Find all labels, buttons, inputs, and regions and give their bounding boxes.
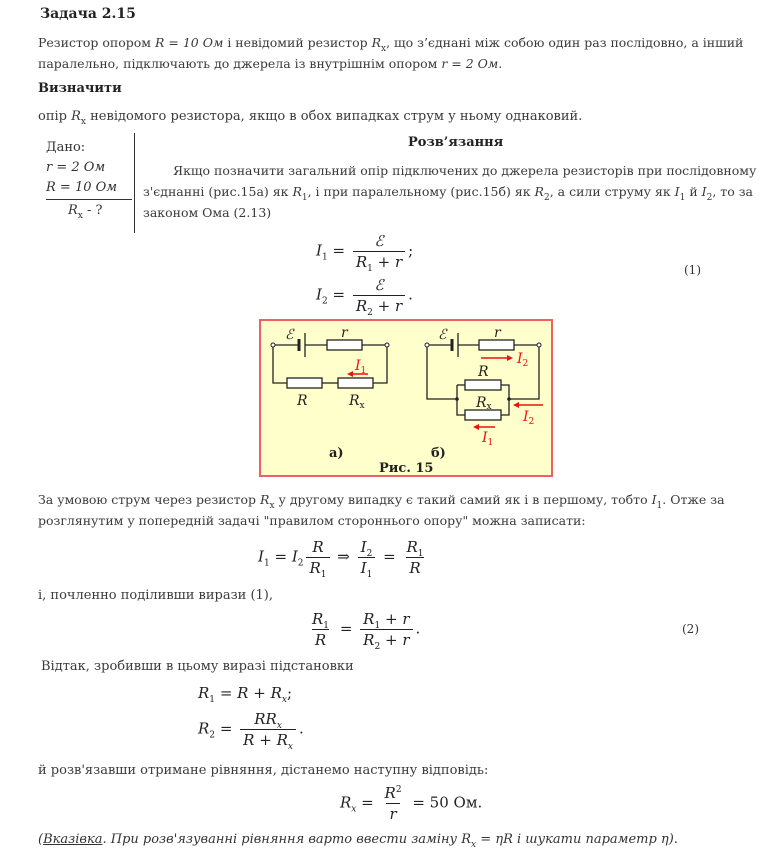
- emf-symbol: ℰ: [374, 276, 384, 294]
- determine-heading: Визначити: [38, 81, 122, 96]
- R-symbol: R: [312, 538, 324, 556]
- period: .: [408, 285, 413, 304]
- junction: [507, 397, 511, 401]
- R-symbol: R: [363, 631, 375, 649]
- R-symbol: R: [312, 610, 324, 628]
- Rx-label-a: [348, 393, 365, 411]
- wire: [509, 345, 539, 399]
- subscript: x: [287, 742, 293, 752]
- fraction: [360, 610, 412, 652]
- subscript: x: [381, 44, 387, 54]
- arrowhead: [507, 355, 513, 361]
- equals: =: [332, 285, 346, 304]
- r-label-b: r: [494, 325, 501, 341]
- Rx-letter: R: [349, 393, 360, 409]
- subscript: 1: [263, 558, 270, 569]
- terminal: [425, 343, 429, 347]
- period: .: [415, 619, 421, 638]
- fraction: [358, 538, 376, 580]
- solution-paragraph-3: і, почленно поділивши вирази (1),: [38, 588, 274, 603]
- equals: =: [383, 547, 396, 566]
- subscript: x: [77, 211, 83, 221]
- resistor-R-a: [287, 378, 322, 388]
- R-symbol: R: [312, 629, 329, 649]
- label-b: б): [431, 446, 446, 461]
- fraction: [306, 538, 329, 580]
- text: у другому випадку є такий самий як і в першому, тобто: [278, 492, 648, 507]
- condition-text: Резистор опором: [38, 35, 152, 50]
- text: й: [689, 184, 698, 199]
- equation-number-1: (1): [684, 263, 701, 277]
- text: , то за: [712, 184, 753, 199]
- R-symbol: R: [363, 610, 375, 628]
- equation-I2: [316, 276, 413, 318]
- resistor-Rx-a: [338, 378, 373, 388]
- r-symbol: r: [394, 297, 403, 315]
- subscript: 2: [374, 642, 381, 652]
- subscript: 1: [656, 501, 663, 511]
- condition-Rx: R: [371, 35, 382, 50]
- period: .: [498, 56, 503, 71]
- subscript: 1: [374, 621, 381, 631]
- plus: +: [384, 631, 398, 649]
- R-symbol: R: [254, 710, 266, 728]
- answer-value: = 50 Ом.: [412, 793, 483, 812]
- text: . Отже за: [662, 492, 725, 507]
- hint-text: . При розв'язуванні рівняння варто ввести заміну: [102, 832, 458, 847]
- given-label: Дано:: [46, 140, 86, 155]
- condition-text: і невідомий резистор: [227, 35, 368, 50]
- I-symbol: I: [291, 547, 298, 566]
- resistor-r-a: [327, 340, 362, 350]
- text: розглянутим у попередній задачі "правилом стороннього опору" можна записати:: [38, 513, 586, 528]
- figure-caption: Рис. 15: [379, 461, 434, 475]
- numerator: [251, 710, 285, 729]
- solution-paragraph-5: й розв'язавши отримане рівняння, дістанемо наступну відповідь:: [38, 763, 489, 778]
- R-symbol: R: [384, 784, 396, 802]
- subscript: 1: [366, 570, 373, 580]
- terminal: [271, 343, 275, 347]
- I1-label-a: [354, 358, 366, 376]
- R-symbol: R: [237, 684, 249, 702]
- subscript: 1: [209, 695, 216, 705]
- plus: +: [377, 253, 391, 271]
- R-symbol: R: [355, 253, 368, 271]
- Rx-symbol: R: [71, 109, 81, 124]
- determine-text-b: невідомого резистора, якщо в обох випадках струм у ньому однаковий.: [90, 109, 583, 124]
- junction: [455, 397, 459, 401]
- r-symbol: r: [394, 253, 403, 271]
- r-label-a: r: [341, 325, 348, 341]
- resistor-Rx-b: [465, 410, 501, 420]
- R-symbol: R: [406, 538, 418, 556]
- R-symbol: R: [406, 557, 423, 577]
- answer-equation: [340, 784, 482, 823]
- label-a: а): [329, 446, 344, 461]
- fraction: [382, 784, 405, 823]
- subscript: x: [269, 501, 275, 511]
- numerator: [403, 538, 426, 557]
- equation-number-2: (2): [682, 622, 699, 636]
- equation-R1: [198, 684, 293, 705]
- equation-I1: [316, 232, 414, 274]
- text: Якщо позначити загальний опір підключених до джерела резисторів при послідовному: [173, 163, 757, 178]
- given-vertical-divider: [134, 133, 135, 233]
- denominator: [358, 557, 376, 580]
- arrowhead: [473, 424, 479, 430]
- subscript: 2: [706, 193, 713, 203]
- subscript: 1: [323, 621, 330, 631]
- I-symbol: I: [258, 547, 264, 566]
- R-symbol: R: [198, 684, 210, 702]
- R-symbol: R: [276, 731, 288, 749]
- emf-label-a: ℰ: [285, 327, 294, 343]
- plus: +: [259, 731, 272, 749]
- I-letter: I: [523, 409, 529, 425]
- condition-text: паралельно, підключають до джерела із внутрішнім опором: [38, 56, 438, 71]
- emf-symbol: ℰ: [374, 232, 384, 250]
- terminal: [385, 343, 389, 347]
- subscript-x: x: [486, 402, 492, 412]
- equation-2: [306, 610, 421, 652]
- subscript: 1: [301, 193, 308, 203]
- subscript: 1: [679, 193, 686, 203]
- wire: [373, 345, 387, 383]
- I2-symbol: I: [701, 184, 707, 199]
- solution-heading: Розв’язання: [408, 135, 504, 150]
- Rx-symbol: R: [260, 492, 270, 507]
- resistor-r-b: [479, 340, 514, 350]
- I1-symbol: I: [651, 492, 657, 507]
- equals: =: [219, 684, 233, 702]
- fraction: [309, 610, 332, 649]
- terminal: [537, 343, 541, 347]
- subscript: 2: [297, 558, 304, 569]
- subscript: x: [471, 840, 477, 850]
- subscript: 1: [321, 252, 328, 263]
- equation-R2: [198, 710, 304, 752]
- subscript: x: [80, 117, 86, 127]
- r-symbol: r: [402, 610, 410, 628]
- fraction: [353, 232, 405, 274]
- fraction: [240, 710, 296, 752]
- numerator: [358, 538, 376, 557]
- condition-r-value: r = 2 Ом: [441, 56, 499, 71]
- subscript: 1: [417, 549, 424, 559]
- I-symbol: I: [316, 241, 322, 260]
- semicolon: ;: [408, 241, 414, 260]
- R-symbol: R: [309, 559, 321, 577]
- period: .: [298, 719, 304, 738]
- subscript: 1: [487, 438, 494, 448]
- Rx-letter: R: [476, 395, 487, 411]
- condition-text: , що з’єднані між собою один раз послідовно, а інший: [386, 35, 744, 50]
- denominator: [353, 251, 405, 274]
- superscript: 2: [395, 785, 402, 795]
- arrowhead: [347, 371, 353, 377]
- given-R: R = 10 Ом: [46, 180, 118, 195]
- text: , і при паралельному (рис.15б) як: [307, 184, 531, 199]
- denominator: [306, 557, 329, 580]
- R-symbol: R: [198, 719, 210, 738]
- given-unknown: [46, 201, 132, 221]
- subscript: 1: [320, 570, 327, 580]
- question-mark: - ?: [82, 203, 103, 218]
- paren: (: [38, 832, 44, 847]
- I-letter: I: [517, 351, 523, 367]
- equals: =: [219, 719, 233, 738]
- I-letter: I: [482, 430, 488, 446]
- I-symbol: I: [360, 538, 367, 556]
- r-symbol: r: [386, 803, 399, 823]
- equals: =: [274, 547, 288, 566]
- plus: +: [253, 684, 266, 702]
- subscript: 2: [209, 730, 216, 741]
- subscript: 2: [528, 417, 535, 427]
- equals: =: [339, 619, 353, 638]
- I-symbol: I: [316, 285, 322, 304]
- determine-text-a: опір: [38, 109, 67, 124]
- I-letter: I: [355, 358, 361, 374]
- plus: +: [384, 610, 398, 628]
- plus: +: [377, 297, 391, 315]
- circuit-diagrams: [261, 321, 551, 475]
- solution-paragraph-2: [38, 489, 768, 531]
- subscript: x: [276, 721, 282, 731]
- I1-label-b: [481, 430, 493, 448]
- I2-label-b-right: [522, 409, 534, 427]
- wire: [273, 345, 287, 383]
- denominator: [360, 629, 412, 652]
- resistor-R-b: [465, 380, 501, 390]
- R2-symbol: R: [534, 184, 544, 199]
- R-symbol: R: [265, 710, 277, 728]
- subscript: x: [351, 804, 357, 815]
- solution-paragraph-4: Відтак, зробивши в цьому виразі підстановки: [41, 659, 354, 674]
- hint: [38, 832, 678, 850]
- numerator: [360, 610, 412, 629]
- semicolon: ;: [286, 684, 293, 702]
- r-symbol: r: [402, 631, 410, 649]
- subscript: 1: [360, 366, 367, 376]
- denominator: [353, 295, 405, 318]
- I-symbol: I: [360, 559, 367, 577]
- subscript: 2: [367, 308, 373, 318]
- Rx-symbol: R: [68, 203, 78, 218]
- R1-symbol: R: [292, 184, 302, 199]
- numerator: [309, 610, 332, 629]
- subscript: 2: [366, 549, 373, 559]
- I2-label-b-top: [516, 351, 528, 369]
- determine-text: [38, 106, 582, 127]
- R-label-b: R: [478, 364, 489, 380]
- R-symbol: R: [243, 731, 255, 749]
- problem-condition: [38, 32, 768, 74]
- given-block: [46, 138, 132, 221]
- I1-symbol: I: [674, 184, 680, 199]
- text: законом Ома (2.13): [143, 205, 272, 220]
- wire: [427, 345, 457, 399]
- text: з'єднанні (рис.15а) як: [143, 184, 289, 199]
- figure-15: [259, 319, 553, 477]
- R-label-a: R: [297, 393, 308, 409]
- emf-label-b: ℰ: [438, 327, 447, 343]
- subscript: 2: [543, 193, 550, 203]
- subscript-x: x: [359, 401, 365, 411]
- text: , а сили струму як: [549, 184, 671, 199]
- R-symbol: R: [461, 832, 472, 847]
- implies: ⇒: [337, 547, 350, 566]
- subscript: 2: [321, 296, 328, 307]
- R-symbol: R: [355, 297, 368, 315]
- equals: =: [332, 241, 346, 260]
- denominator: [240, 729, 296, 752]
- arrowhead: [513, 402, 519, 408]
- solution-paragraph-1: [143, 160, 768, 223]
- subscript: x: [281, 695, 287, 705]
- equals: =: [361, 793, 374, 812]
- subscript: 1: [367, 264, 373, 274]
- subscript: 2: [522, 359, 529, 369]
- Rx-label-b: [475, 395, 492, 412]
- given-divider: [46, 199, 132, 200]
- problem-title: Задача 2.15: [40, 6, 136, 22]
- given-r: r = 2 Ом: [46, 160, 106, 175]
- condition-R-value: R = 10 Ом: [155, 35, 224, 50]
- fraction: [403, 538, 426, 577]
- fraction: [353, 276, 405, 318]
- text: За умовою струм через резистор: [38, 492, 257, 507]
- hint-text: = ηR і шукати параметр η).: [480, 832, 678, 847]
- numerator: [382, 784, 405, 803]
- hint-label[interactable]: Вказівка: [43, 832, 103, 847]
- equation-current-ratio: [258, 538, 430, 580]
- R-symbol: R: [270, 684, 282, 702]
- R-symbol: R: [340, 793, 352, 812]
